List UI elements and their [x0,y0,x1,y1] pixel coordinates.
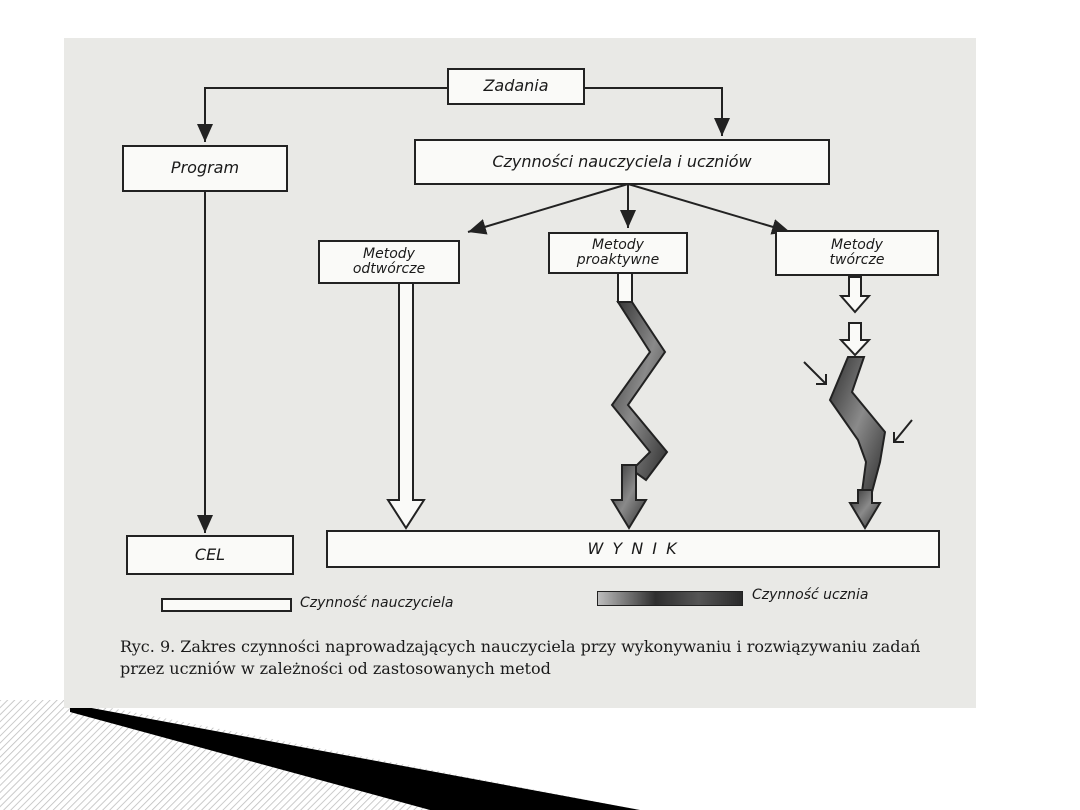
figure-caption: Ryc. 9. Zakres czynności naprowadzających nauczyciela przy wykonywaniu i rozwiązywaniu zadań przez uczniów w zależności od zastosowanych metod [120,637,921,678]
node-metody-odtworcze [318,240,460,284]
legend-label-teacher: Czynność nauczyciela [300,595,454,611]
mixed-arrow-proaktywne [612,273,667,528]
node-cel [126,535,294,575]
edge-zadania-czynnosci [585,88,722,136]
edge-czynnosci-tworcze [628,184,790,232]
legend-swatch-student [597,591,743,606]
node-metody-tworcze-label: Metody twórcze [829,237,885,268]
edge-czynnosci-odtworcze [468,184,628,232]
node-zadania [447,68,585,105]
legend-label-student: Czynność ucznia [752,587,869,603]
node-program-label: Program [170,158,240,178]
edge-zadania-program [205,88,447,142]
legend-swatch-teacher [161,598,292,612]
teacher-arrow-odtworcze [388,283,424,528]
node-czynnosci [414,139,830,185]
node-zadania-label: Zadania [483,76,549,96]
node-program [122,145,288,192]
node-metody-tworcze [775,230,939,276]
node-wynik-label: W Y N I K [587,538,679,558]
node-metody-odtworcze-label: Metody odtwórcze [352,246,426,277]
node-wynik [326,530,940,568]
node-cel-label: CEL [194,544,226,564]
node-metody-proaktywne-label: Metody proaktywne [576,237,660,268]
node-metody-proaktywne [548,232,688,274]
mixed-arrow-tworcze [804,277,912,528]
node-czynnosci-label: Czynności nauczyciela i uczniów [492,151,752,171]
